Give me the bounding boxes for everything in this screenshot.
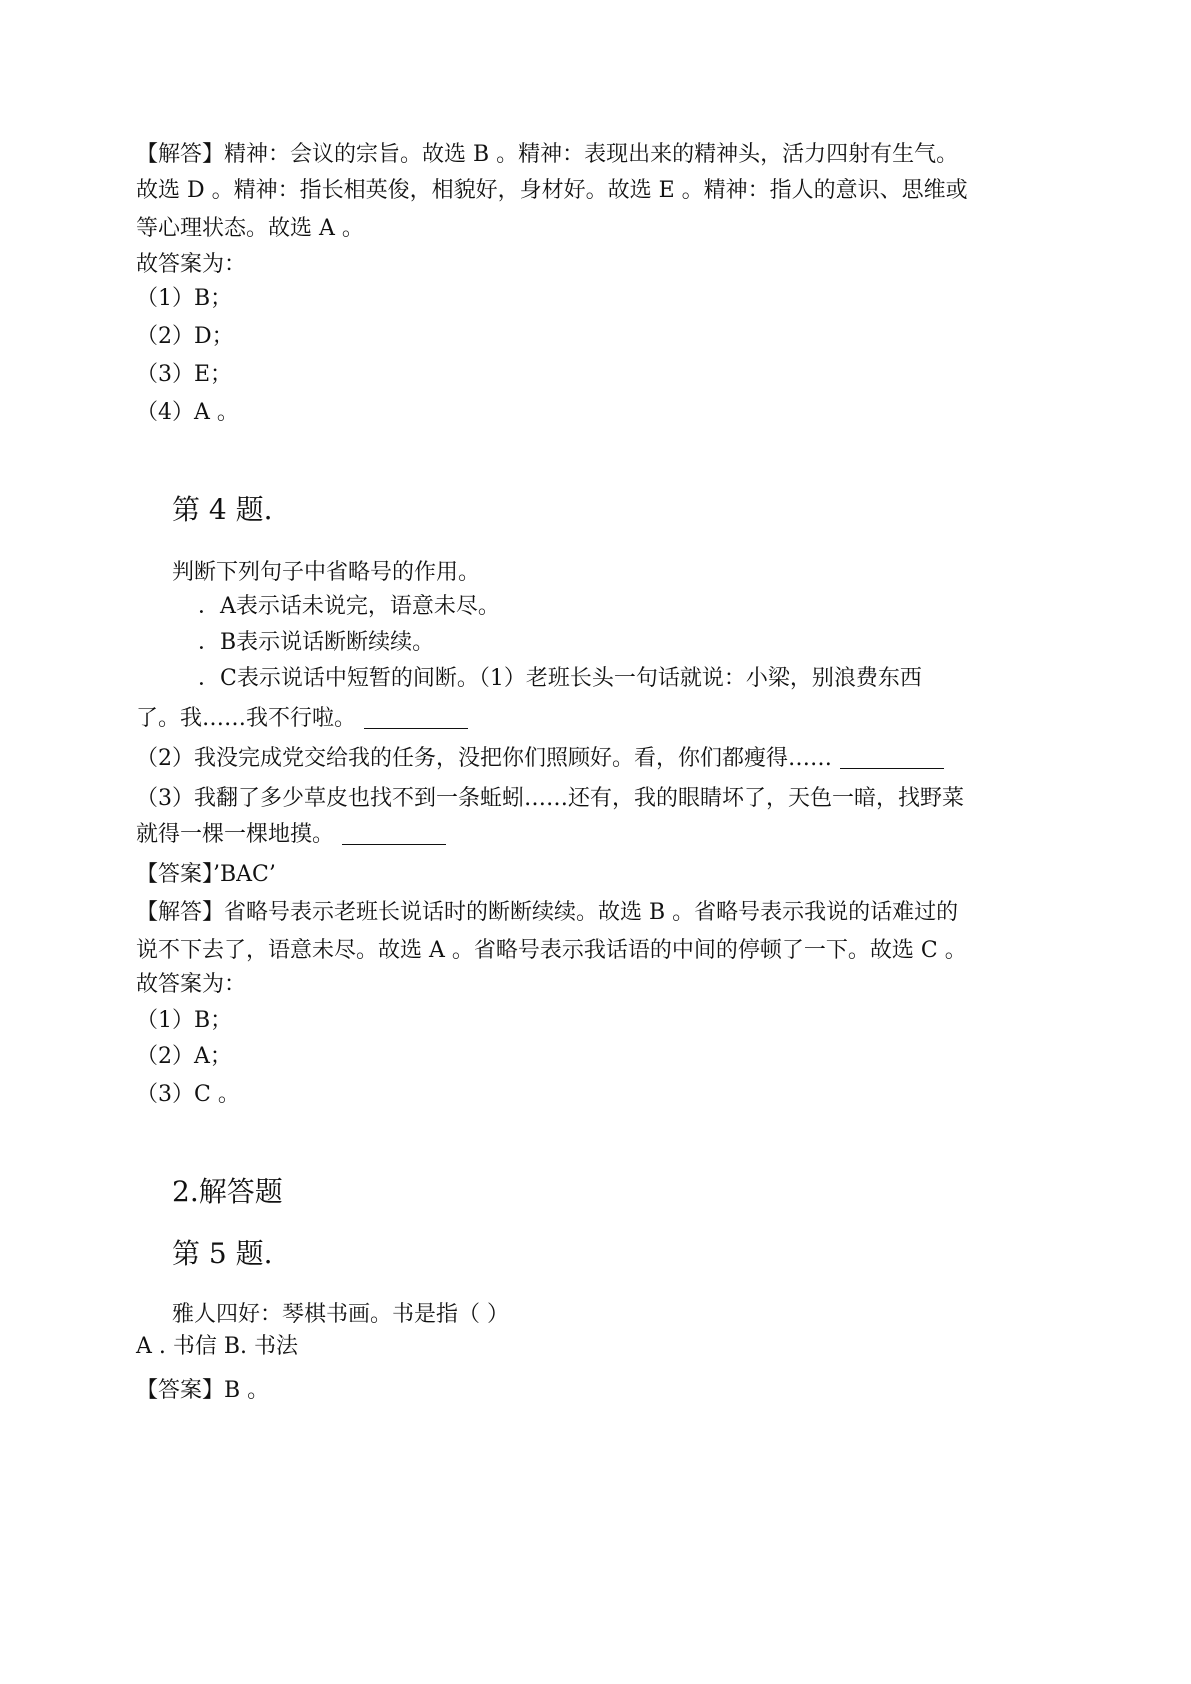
q4-answer-2: （2）A； (136, 1044, 232, 1069)
q3-solution-line-2: 故选 D 。精神：指长相英俊，相貌好，身材好。故选 E 。精神：指人的意识、思维或 (136, 178, 968, 203)
q4-option-c: ．C表示说话中短暂的间断。（1）老班长头一句话就说：小梁，别浪费东西 (198, 666, 922, 691)
q4-answer-1: （1）B； (136, 1008, 233, 1033)
q5-prompt: 雅人四好：琴棋书画。书是指（ ） (172, 1302, 509, 1327)
q4-sentence-1 (136, 704, 468, 734)
q4-answer-3: （3）C 。 (136, 1082, 240, 1107)
q3-solution-line-1: 【解答】精神：会议的宗旨。故选 B 。精神：表现出来的精神头，活力四射有生气。 (136, 142, 959, 167)
section-2-title: 2.解答题 (172, 1175, 283, 1208)
q3-answer-3: （3）E； (136, 362, 233, 387)
q3-solution-line-3: 等心理状态。故选 A 。 (136, 216, 364, 241)
q5-options: A . 书信 B. 书法 (136, 1334, 299, 1359)
q4-answer-intro: 故答案为： (136, 972, 247, 997)
q5-title: 第 5 题. (172, 1237, 273, 1270)
q4-blank-2[interactable] (840, 746, 944, 769)
q3-answer-1: （1）B； (136, 286, 233, 311)
q3-answer-intro: 故答案为： (136, 252, 247, 277)
q4-solution-line-1: 【解答】省略号表示老班长说话时的断断续续。故选 B 。省略号表示我说的话难过的 (136, 900, 959, 925)
q4-title: 第 4 题. (172, 493, 273, 526)
q4-solution-line-2: 说不下去了，语意未尽。故选 A 。省略号表示我话语的中间的停顿了一下。故选 C 。 (136, 938, 967, 963)
q4-sentence-1-text: 了。我……我不行啦。 (136, 706, 357, 731)
q4-sentence-2 (136, 744, 944, 774)
q4-option-a: ．A表示话未说完，语意未尽。 (198, 594, 500, 619)
q4-option-b: ．B表示说话断断续续。 (198, 630, 435, 655)
q4-answer: 【答案】’BAC’ (136, 862, 276, 887)
q3-answer-2: （2）D； (136, 324, 234, 349)
q4-sentence-3 (136, 820, 446, 850)
q4-sentence-3-text: 就得一棵一棵地摸。 (136, 822, 335, 847)
q4-blank-1[interactable] (364, 706, 468, 729)
q5-answer: 【答案】B 。 (136, 1378, 270, 1403)
q3-answer-4: （4）A 。 (136, 400, 239, 425)
q4-sentence-3-line-1: （3）我翻了多少草皮也找不到一条蚯蚓……还有，我的眼睛坏了，天色一暗，找野菜 (136, 786, 964, 811)
q4-prompt: 判断下列句子中省略号的作用。 (172, 560, 481, 585)
q4-blank-3[interactable] (342, 822, 446, 845)
q4-sentence-2-text: （2）我没完成党交给我的任务，没把你们照顾好。看，你们都瘦得…… (136, 746, 832, 771)
